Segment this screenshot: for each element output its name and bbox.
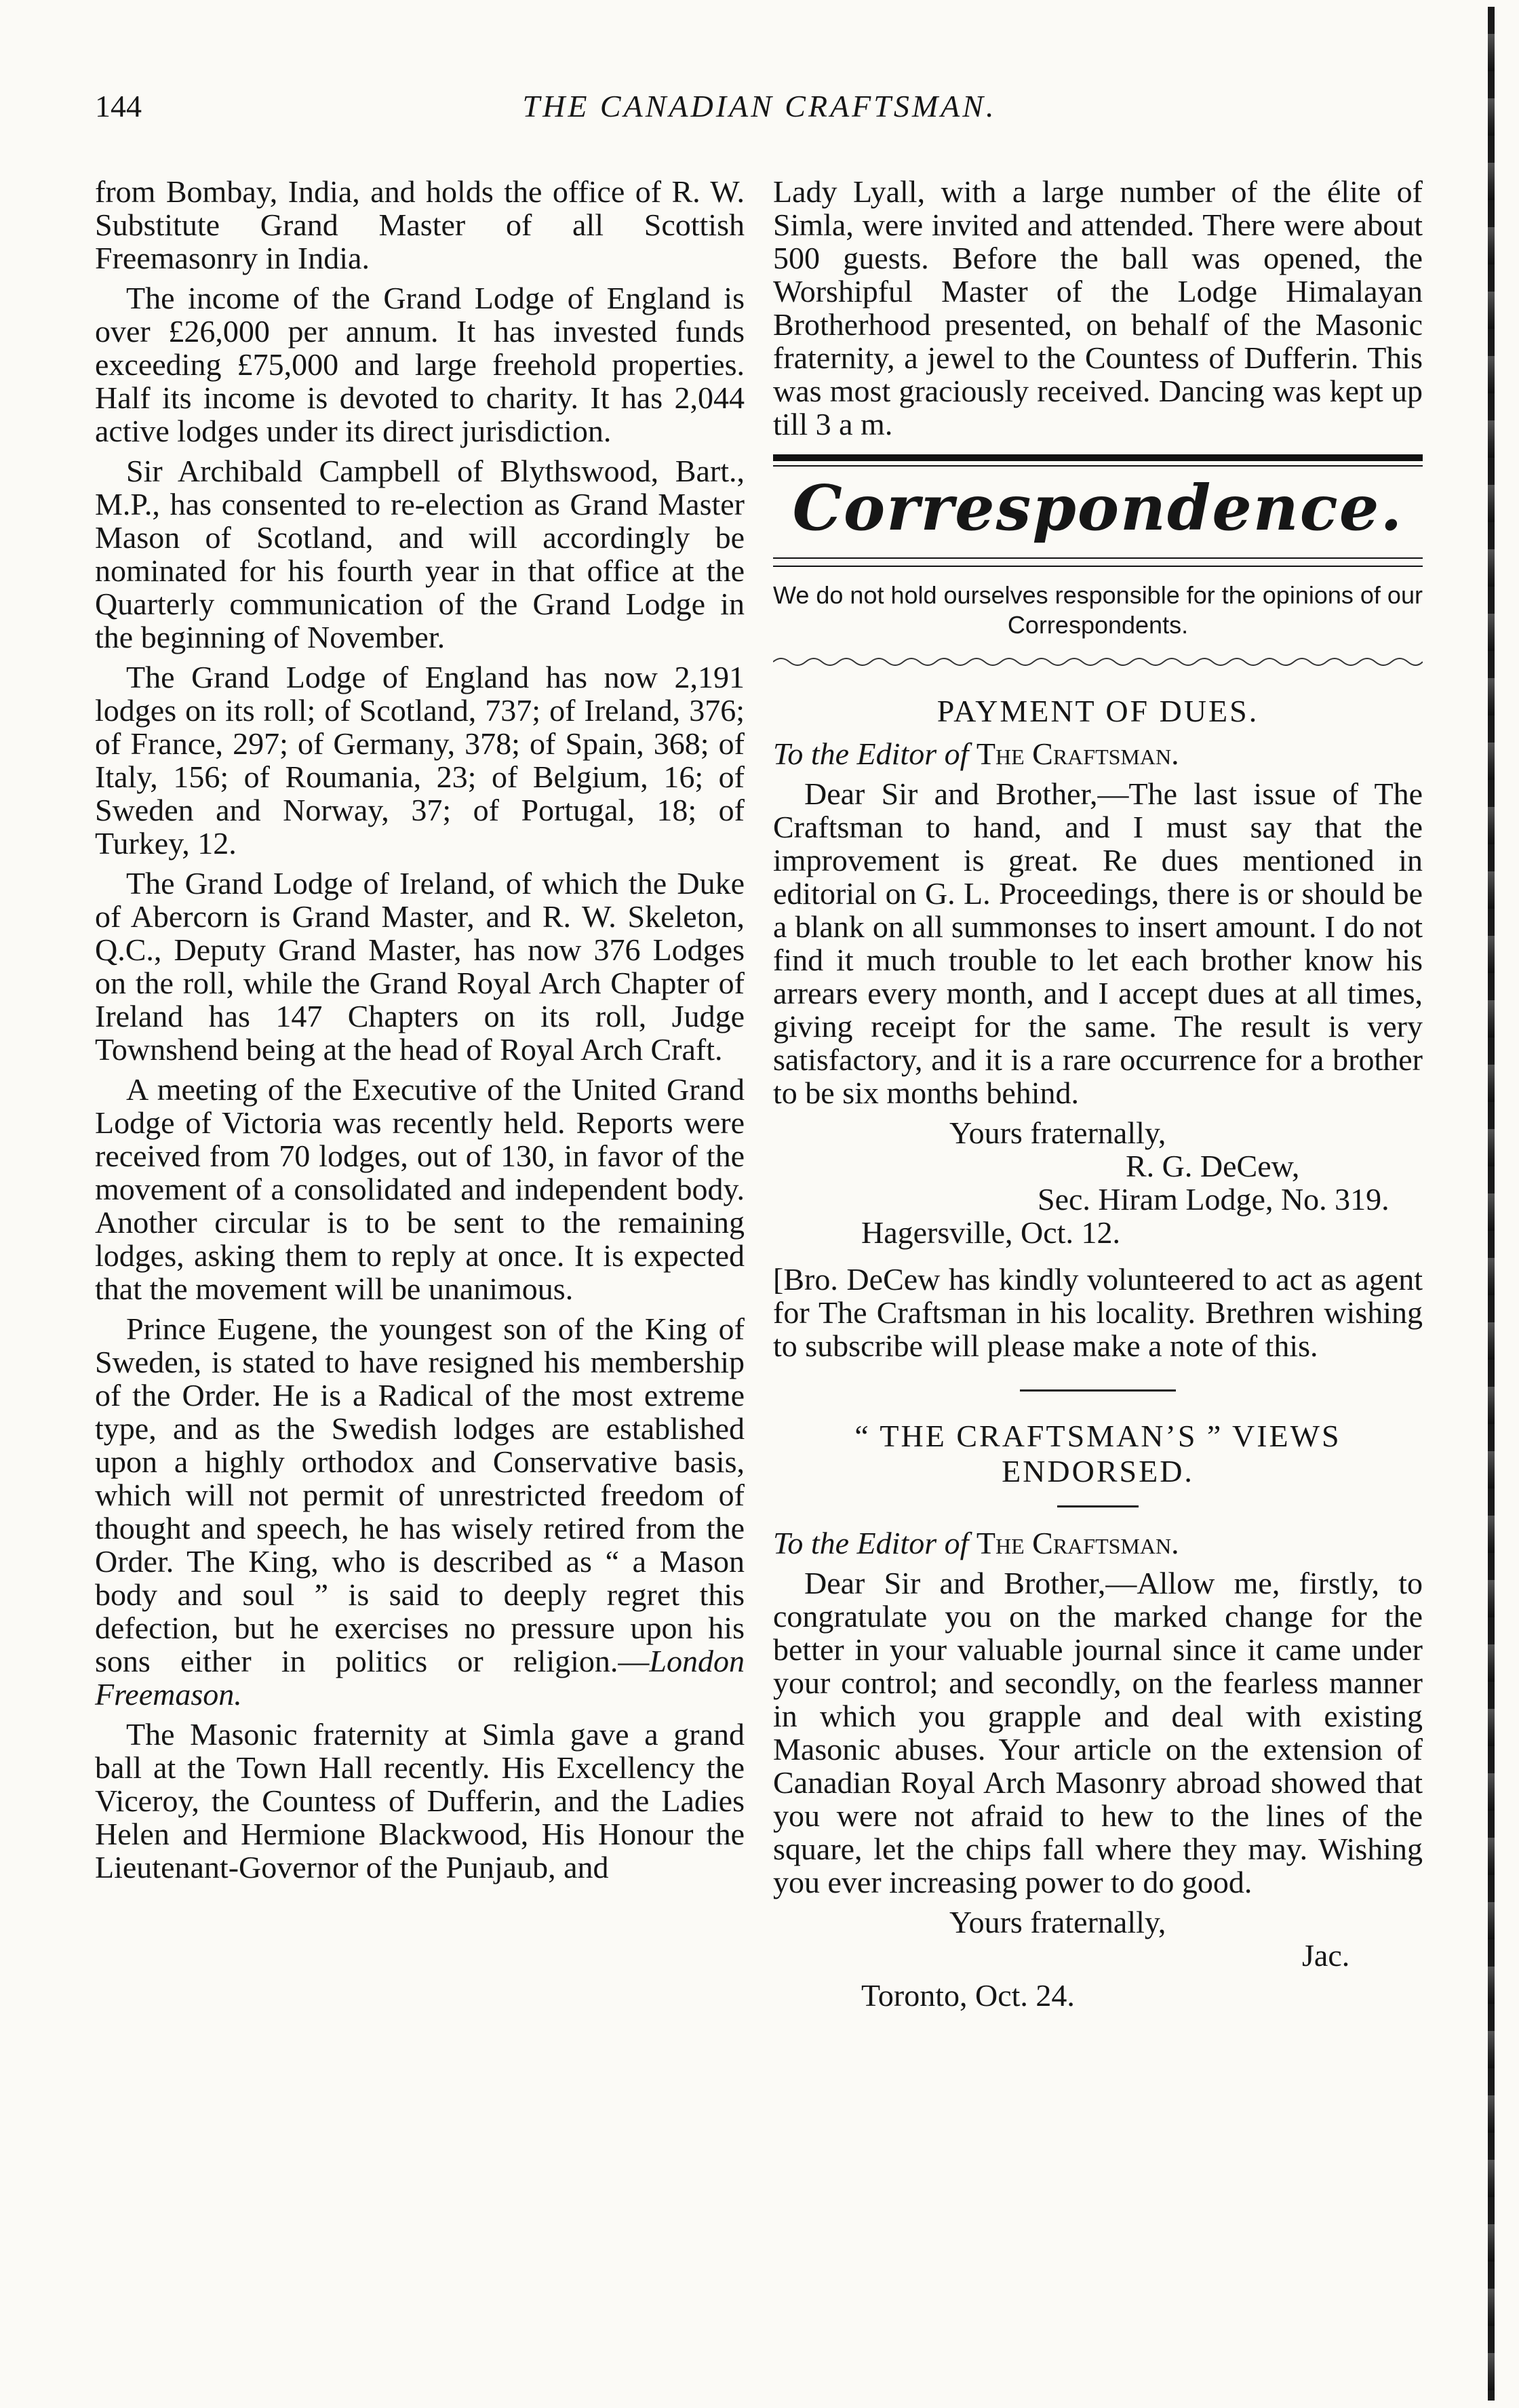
letter-title: PAYMENT OF DUES. (936, 694, 1259, 728)
signature: R. G. DeCew, (1126, 1149, 1300, 1183)
page-number: 144 (95, 89, 142, 123)
paragraph: The Grand Lodge of Ireland, of which the Duke of Abercorn is Grand Master, and R. W. Skeleton, Q.C., Deputy Grand Master, has now 376 Lodges on the roll, while the Grand Royal Arch Chapter of Ireland has 147 Chapters on its roll, Judge Townshend being at the head of Royal Arch Craft. (95, 866, 745, 1067)
letter-place: Toronto, Oct. 24. (861, 1978, 1075, 2013)
signature: Jac. (1302, 1938, 1350, 1973)
binding-edge (1488, 7, 1495, 2401)
section-rule (773, 454, 1423, 461)
section-rule (1057, 1505, 1139, 1507)
paragraph: A meeting of the Executive of the United Grand Lodge of Victoria was recently held. Reports were received from 70 lodges, out of 130, in favor of the movement of a consolidated and independent body. Another circular is to be sent to the remaining lodges, asking them to reply at once. It is expected that the movement will be unanimous. (95, 1072, 745, 1306)
address-to: To the Editor of (773, 1526, 969, 1560)
disclaimer: We do not hold ourselves responsible for the opinions of our Correspondents. (773, 581, 1423, 639)
section-rule (773, 557, 1423, 567)
signoff: Yours fraternally, (949, 1116, 1166, 1150)
correspondence-heading: Correspondence. (792, 471, 1404, 545)
running-title: THE CANADIAN CRAFTSMAN. (522, 89, 997, 123)
section-rule (773, 465, 1423, 467)
paragraph: Lady Lyall, with a large number of the élite of Simla, were invited and attended. There were about 500 guests. Before the ball was opened, the Worshipful Master of the Lodge Himalayan Brotherhood presented, on behalf of the Masonic fraternity, a jewel to the Countess of Dufferin. This was most graciously received. Dancing was kept up till 3 a m. (773, 174, 1423, 441)
address-journal: The Craftsman. (976, 736, 1179, 771)
letter-body: Dear Sir and Brother,—The last issue of The Craftsman to hand, and I must say that the improvement is great. Re dues mentioned in editorial on G. L. Proceedings, there is or should be a blank on all summonses to insert amount. I do not find it much trouble to let each brother know his arrears every month, and I accept dues at all times, giving receipt for the same. The result is very satisfactory, and it is a rare occurrence for a brother to be six months behind. (773, 776, 1423, 1110)
letter-title: “ THE CRAFTSMAN’S ” VIEWS ENDORSED. (854, 1419, 1341, 1488)
letter-body: Dear Sir and Brother,—Allow me, firstly, to congratulate you on the marked change for the better in your valuable journal since it came under your control; and secondly, on the fearless manner in which you grapple and deal with existing Masonic abuses. Your article on the extension of Canadian Royal Arch Masonry abroad showed that you were not afraid to hew to the lines of the square, let the chips fall where they may. Wishing you ever increasing power to do good. (773, 1566, 1423, 1899)
left-column (95, 175, 745, 1891)
letter-place: Hagersville, Oct. 12. (861, 1215, 1120, 1250)
paragraph: The income of the Grand Lodge of England is over £26,000 per annum. It has invested funds exceeding £75,000 and large freehold properties. Half its income is devoted to charity. It has 2,044 active lodges under its direct jurisdiction. (95, 281, 745, 448)
letter-address (773, 737, 1423, 770)
address-journal: The Craftsman. (976, 1526, 1179, 1560)
letter-address (773, 1526, 1423, 1560)
right-column (773, 175, 1423, 2012)
section-rule (1020, 1389, 1176, 1391)
paragraph: The Masonic fraternity at Simla gave a grand ball at the Town Hall recently. His Excellency the Viceroy, the Countess of Dufferin, and the Ladies Helen and Hermione Blackwood, His Honour the Lieutenant-Governor of the Punjaub, and (95, 1717, 745, 1884)
wavy-divider (773, 655, 1423, 669)
signoff: Yours fraternally, (949, 1905, 1166, 1939)
paragraph: Sir Archibald Campbell of Blythswood, Bart., M.P., has consented to re-election as Grand Master Mason of Scotland, and will accordingly be nominated for his fourth year in that office at the Quarterly communication of the Grand Lodge in the beginning of November. (95, 454, 745, 654)
paragraph: The Grand Lodge of England has now 2,191 lodges on its roll; of Scotland, 737; of Ireland, 376; of France, 297; of Germany, 378; of Spain, 368; of Italy, 156; of Roumania, 23; of Belgium, 16; of Sweden and Norway, 37; of Portugal, 18; of Turkey, 12. (95, 660, 745, 861)
source-credit: London Freemason. (95, 1644, 745, 1712)
page-header (95, 88, 1424, 142)
paragraph: from Bombay, India, and holds the office of R. W. Substitute Grand Master of all Scottish Freemasonry in India. (95, 174, 745, 275)
signature-title: Sec. Hiram Lodge, No. 319. (1038, 1182, 1389, 1217)
address-to: To the Editor of (773, 736, 969, 771)
paragraph-text: Prince Eugene, the youngest son of the King of Sweden, is stated to have resigned his membership of the Order. He is a Radical of the most extreme type, and as the Swedish lodges are established upon a highly orthodox and Conservative basis, which will not permit of unrestricted freedom of thought and speech, he has wisely retired from the Order. The King, who is described as “ a Mason body and soul ” is said to deeply regret this defection, but he exercises no pressure upon his sons either in politics or religion.— (95, 1311, 745, 1678)
paragraph (95, 1312, 745, 1711)
editor-note: [Bro. DeCew has kindly volunteered to act as agent for The Craftsman in his locality. Brethren wishing to subscribe will please make a note of this. (773, 1262, 1423, 1363)
